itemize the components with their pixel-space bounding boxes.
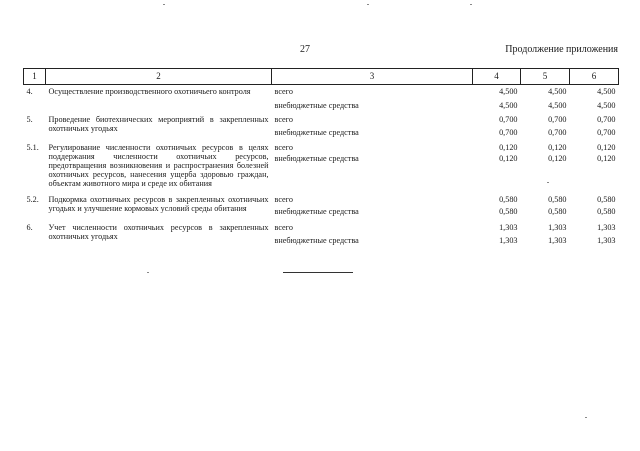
value-col-4: 0,120 bbox=[499, 142, 518, 152]
row-number: 4. bbox=[26, 87, 33, 96]
table-row bbox=[24, 141, 619, 153]
table-row bbox=[24, 220, 619, 233]
column-header-5: 5 bbox=[521, 69, 570, 85]
row-name: Осуществление производственного охотничьего контроля bbox=[48, 87, 251, 96]
row-name: Учет численности охотничьих ресурсов в закрепленных охотничьих угодьях bbox=[48, 222, 269, 241]
value-col-6: 1,303 bbox=[597, 235, 616, 245]
value-col-5: 0,580 bbox=[548, 194, 567, 204]
value-col-4: 4,500 bbox=[499, 100, 518, 110]
scan-speck bbox=[163, 4, 165, 5]
value-col-4: 1,303 bbox=[499, 235, 518, 245]
value-col-4: 0,700 bbox=[499, 114, 518, 124]
closing-rule bbox=[283, 272, 353, 273]
value-col-6: 0,120 bbox=[597, 142, 616, 152]
value-col-6: 0,580 bbox=[597, 194, 616, 204]
row-number: 5.2. bbox=[26, 194, 39, 204]
scan-speck bbox=[470, 4, 472, 5]
column-header-1: 1 bbox=[24, 69, 46, 85]
value-col-6: 0,700 bbox=[597, 114, 616, 124]
funding-label: всего bbox=[274, 194, 293, 204]
value-col-6: 4,500 bbox=[597, 87, 616, 96]
value-col-4: 0,580 bbox=[499, 194, 518, 204]
table-row bbox=[24, 188, 619, 204]
funding-label: внебюджетные средства bbox=[274, 100, 359, 110]
value-col-5: 0,120 bbox=[548, 142, 567, 152]
row-name: Регулирование численности охотничьих ресурсов в целях поддержания численности охотничьих ресурсов, предотвращения возникновения и распространения болезней охотничьих ресурсов, нанесения ущерба здоровью граждан, объектам животного мира и среде их обитания bbox=[48, 142, 269, 188]
scan-speck bbox=[585, 417, 587, 418]
scan-speck bbox=[147, 272, 149, 273]
value-col-5: 0,700 bbox=[548, 114, 567, 124]
column-header-3: 3 bbox=[272, 69, 473, 85]
value-col-4: 1,303 bbox=[499, 222, 518, 232]
value-col-6: 0,580 bbox=[597, 206, 616, 216]
value-col-5: 4,500 bbox=[548, 87, 567, 96]
table-row bbox=[24, 112, 619, 126]
value-col-5: 0,580 bbox=[548, 206, 567, 216]
column-header-2: 2 bbox=[46, 69, 272, 85]
value-col-4: 4,500 bbox=[499, 87, 518, 96]
row-number: 5.1. bbox=[26, 142, 39, 152]
value-col-5: 1,303 bbox=[548, 235, 567, 245]
row-name: Проведение биотехнических мероприятий в закрепленных охотничьих угодьях bbox=[48, 114, 269, 133]
scan-speck bbox=[367, 4, 369, 5]
program-table bbox=[23, 68, 619, 247]
row-number: 6. bbox=[26, 222, 33, 232]
funding-label: всего bbox=[274, 142, 293, 152]
page-number: 27 bbox=[300, 44, 310, 55]
value-col-6: 0,120 bbox=[597, 153, 616, 163]
value-col-6: 4,500 bbox=[597, 100, 616, 110]
value-col-5: 4,500 bbox=[548, 100, 567, 110]
row-name: Подкормка охотничьих ресурсов в закрепленных охотничьих угодьях и улучшение кормовых условий среды обитания bbox=[48, 194, 269, 213]
funding-label: внебюджетные средства bbox=[274, 235, 359, 245]
funding-label: всего bbox=[274, 114, 293, 124]
table-row bbox=[24, 85, 619, 99]
value-col-5: 0,700 bbox=[548, 127, 567, 137]
value-col-5: 0,120 bbox=[548, 153, 567, 163]
funding-label: всего bbox=[274, 222, 293, 232]
value-col-6: 0,700 bbox=[597, 127, 616, 137]
funding-label: внебюджетные средства bbox=[274, 206, 359, 216]
value-col-4: 0,580 bbox=[499, 206, 518, 216]
value-col-6: 1,303 bbox=[597, 222, 616, 232]
column-header-6: 6 bbox=[570, 69, 619, 85]
scan-speck bbox=[547, 182, 549, 183]
row-number: 5. bbox=[26, 114, 33, 124]
funding-label: внебюджетные средства bbox=[274, 153, 359, 163]
value-col-5: 1,303 bbox=[548, 222, 567, 232]
value-col-4: 0,120 bbox=[499, 153, 518, 163]
column-header-4: 4 bbox=[473, 69, 521, 85]
funding-label: внебюджетные средства bbox=[274, 127, 359, 137]
value-col-4: 0,700 bbox=[499, 127, 518, 137]
continuation-label: Продолжение приложения bbox=[505, 44, 618, 55]
header-row bbox=[24, 69, 619, 85]
funding-label: всего bbox=[274, 87, 293, 96]
